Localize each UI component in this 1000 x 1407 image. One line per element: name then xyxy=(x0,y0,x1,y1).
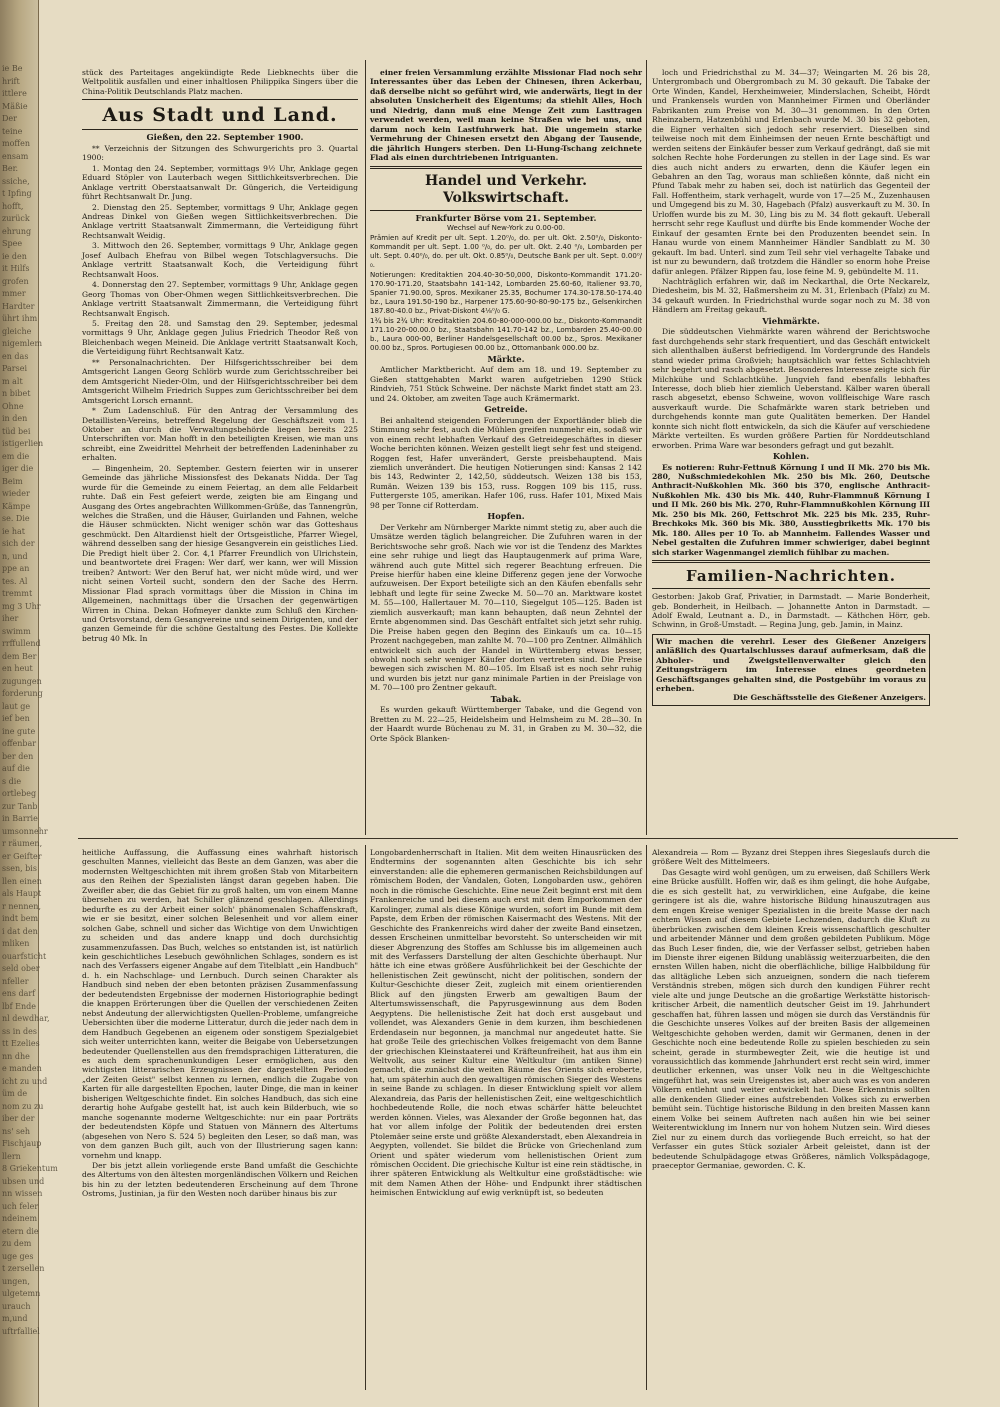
binding-fragment: n, und xyxy=(2,551,28,561)
binding-fragment: ens darf xyxy=(2,989,36,998)
subheading: Tabak. xyxy=(490,693,522,704)
column-rule xyxy=(646,845,647,1390)
binding-fragment: Ohne xyxy=(2,401,24,411)
feuilleton-left-column xyxy=(82,848,358,1393)
binding-fragment: Der xyxy=(2,114,17,123)
binding-fragment: etern die xyxy=(2,1226,39,1236)
binding-fragment: ensam xyxy=(2,151,29,161)
paragraph: ** Personalnachrichten. Der Hilfsgerichtsschreiber bei dem Amtsgericht Langen Georg Schlörb wurde zum Gerichtsschreiber bei dem Amtsgericht Nieder-Olm, und der Hilfsgerichtsschreiber bei dem Amtsgericht Wilhelm Friedrich Suppes zum Gerichtsschreiber bei dem Amtsgericht Lorsch ernannt. xyxy=(82,357,358,405)
binding-fragment: ss in des xyxy=(2,1026,37,1036)
binding-fragment: Beim xyxy=(2,476,23,486)
binding-fragment: Kämpe xyxy=(2,501,31,511)
binding-fragment: ppe an xyxy=(2,564,30,573)
binding-fragment: en das xyxy=(2,351,29,361)
binding-fragment: zur Tanb xyxy=(2,801,38,811)
binding-fragment: Ber. xyxy=(2,164,19,173)
left-column xyxy=(82,68,358,834)
family-news-heading: Familien-Nachrichten. xyxy=(686,567,896,586)
binding-fragment: tt Ezelies xyxy=(2,1039,40,1048)
binding-fragment: uch feler xyxy=(2,1201,39,1211)
binding-fragment: it Hilfs xyxy=(2,264,30,273)
binding-fragment: Mäßie xyxy=(2,101,28,111)
binding-fragment: teine xyxy=(2,126,23,136)
binding-fragment: tremmt xyxy=(2,589,33,598)
paragraph: 5. Freitag den 28. und Samstag den 29. September, jedesmal vormittags 9 Uhr, Anklage gegen Julius Friedrich Theodor Reß von Bleichenbach wegen Meineid. Die Anklage vertritt Staatsanwalt Koch, die Verteidigung führt Rechtsanwalt Katz. xyxy=(82,318,358,357)
binding-fragment: ouarfsticht xyxy=(2,951,47,961)
binding-fragment: llern xyxy=(2,1151,21,1161)
binding-fragment: tüd bei xyxy=(2,426,31,436)
binding-fragment: offenbar xyxy=(2,739,37,748)
right-column xyxy=(652,68,930,834)
feuilleton-right-column xyxy=(652,848,930,1393)
middle-column xyxy=(370,68,642,834)
paragraph: einer freien Versammlung erzählte Missionar Flad noch sehr Interessantes über das Leben der Chinesen, ihren Ackerbau, daß derselbe nicht so geführt wird, wie anderwärts, liegt in der absoluten Unsicherheit des Eigentums; da stiehlt Alles, Hoch und Niedrig, dann muß eine Menge Zeit zum Lasttragen verwendet werden, weil man keine Straßen wie bei uns, und darum noch kein Lastfuhrwerk hat. Die ungemein starke Vermehrung der Chinesen ersetzt den Abgang der Tausende, die jährlich Hungers sterben. Den Li-Hung-Tschang zeichnete Flad als einen durchtriebenen Intriguanten. xyxy=(370,68,642,163)
binding-fragment: nigemlem xyxy=(2,339,43,348)
binding-fragment: nfeller xyxy=(2,976,29,986)
paragraph: Es wurden gekauft Württemberger Tabake, und die Gegend von Bretten zu M. 22—25, Heidelsheim und Helmsheim zu M. 28—30. In der Haardt wurde Büchenau zu M. 31, in Graben zu M. 30—32, die Orte Spöck Blanken- xyxy=(370,705,642,743)
binding-fragment: ber den xyxy=(2,751,34,761)
binding-fragment: seld ober xyxy=(2,964,40,973)
binding-fragment: in den xyxy=(2,414,28,423)
paragraph: 2. Dienstag den 25. September, vormittags 9 Uhr, Anklage gegen Andreas Dinkel von Gießen wegen Sittlichkeitsverbrechen. Die Anklage vertritt Staatsanwalt Zimmermann, die Verteidigung führt Rechtsanwalt Weidig. xyxy=(82,202,358,240)
paragraph: Nachträglich erfahren wir, daß im Neckarthal, die Orte Neckarelz, Diedesheim, bis M. 32, Haßmersheim zu M. 31, Erlenbach (Pfalz) zu M. 34 gekauft wurden. In Friedrichsthal wurde sogar noch zu M. 38 von Händlern am Freitag gekauft. xyxy=(652,276,930,315)
paragraph: Alexandreia — Rom — Byzanz drei Steppen ihres Siegeslaufs durch die größere Welt des Mittelmeers. xyxy=(652,848,930,867)
binding-fragment: zurück xyxy=(2,214,30,223)
binding-fragment: se. Die xyxy=(2,514,30,523)
binding-fragment: ndeinem xyxy=(2,1214,38,1223)
divider xyxy=(370,210,642,211)
binding-fragment: icht zu und xyxy=(2,1076,48,1086)
binding-fragment: ns' seh xyxy=(2,1126,30,1136)
binding-fragment: e manden xyxy=(2,1064,42,1073)
section-heading-stadt-land: Aus Stadt und Land. xyxy=(102,104,338,127)
binding-fragment: umsonnehr xyxy=(2,826,48,836)
paragraph: 4. Donnerstag den 27. September, vormittags 9 Uhr, Anklage gegen Georg Thomas von Ober-Ohmen wegen Sittlichkeitsverbrechen. Die Anklage vertritt Staatsanwalt Zimmermann, die Verteidigung führt Rechtsanwalt Engisch. xyxy=(82,280,358,318)
paragraph: Das Gesagte wird wohl genügen, um zu erweisen, daß Schillers Werk eine Brücke ausfüllt. Hoffen wir, daß es ihm gelingt, die hohe Aufgabe, die es sich gestellt hat, zu verwirklichen, eine Aufgabe, die keine geringere ist als die, wahre historische Bildung hinauszutragen aus dem engen Kreise weniger Spezialisten in die breite Masse der nach echtem Wissen auf diesem Gebiete Lechzenden, dadurch die Kluft zu überbrücken zwischen dem kleinen Kreis wissenschaftlich geschulter und arbeitender Männer und dem großen gebildeten Publikum. Möge das Buch Leser finden, die, wie der Verfasser selbst, getrieben haben im Dienste ihrer eigenen Bildung unablässig weiterzuarbeiten, die den ernsten Willen haben, nicht die oberflächliche, billige Halbbildung für das alltägliche Leben sich anzueignen, sondern die nach tieferem Verständnis streben, mögen sich durch den kundigen Führer recht viele alte und junge Deutsche an die großartige Werkstätte historisch-kritischer Arbeit, die namentlich deutscher Geist im 19. Jahrhundert geschaffen hat, führen lassen und mögen sie durch das Verständnis für die Geschichte unseres Volkes auf der breiten Basis der allgemeinen Weltgeschichte gehoben werden, damit wir Germanen, denen in der Geschichte noch eine bedeutende Rolle zu spielen beschieden zu sein scheint, gerade in sturmbewegter Zeit, wie die heutige ist und voraussichtlich das kommende Jahrhundert erst recht sein wird, immer deutlicher erkennen, was unser Volk neu in die Weltgeschichte eingeführt hat, was sein Ureigenstes ist, aber auch was es von anderen Völkern entlehnt und weiter entwickelt hat. Diese Erkenntnis sollten alle denkenden Glieder eines aufstrebenden Volkes sich zu erwerben bemüht sein. Tüchtige historische Bildung in den breiten Massen kann einem Volke bei seinem Auftreten nach außen hin wie bei seiner Weiterentwicklung im Innern nur von hohem Nutzen sein. Wird dieses Ziel nur zu einem durch das vorliegende Buch erreicht, so hat der Verfasser ein gutes Stück sozialer Arbeit geleistet, dann ist der bedeutende Schulpädagoge etwas Größeres, nämlich Volkspädagoge, praeceptor Germaniae, geworden. C. K. xyxy=(652,867,930,1170)
binding-fragment: swimm xyxy=(2,626,31,636)
binding-fragment: zugungen xyxy=(2,676,42,686)
bourse-line: 1¾ bis 2¾ Uhr: Kreditaktien 204.60-80-000-000.00 bz., Diskonto-Kommandit 171.10-20-00.00.0 bz., Staatsbahn 141.70-142 bz., Lombarden 25.40-00.00 b., Laura 000-00, Berliner Handelsgesellschaft 00.00 bz., Spros. Mexikaner 00.00 bz., Spros. Portugiesen 00.00 bz., Ottomanbank 000.00 bz. xyxy=(370,316,642,352)
section-rule xyxy=(78,838,958,839)
binding-fragment: iber der xyxy=(2,1114,35,1123)
binding-fragment: Fischjaup xyxy=(2,1139,42,1148)
binding-fragment: en heut xyxy=(2,664,33,673)
binding-fragment: Parsei xyxy=(2,364,28,373)
subheading: Märkte. xyxy=(487,353,525,364)
binding-fragment: nn dhe xyxy=(2,1051,30,1061)
column-rule xyxy=(365,60,366,835)
binding-fragment: ubsen und xyxy=(2,1176,45,1186)
divider xyxy=(82,129,358,130)
binding-fragment: iger die xyxy=(2,464,34,473)
binding-fragment: mliken xyxy=(2,939,30,948)
binding-fragment: Hardter xyxy=(2,301,35,311)
divider xyxy=(82,99,358,100)
binding-fragment: ssen, bis xyxy=(2,864,37,873)
binding-fragment: ie hat xyxy=(2,526,25,536)
divider xyxy=(652,560,930,563)
binding-fragment: ührt ihm xyxy=(2,314,38,323)
paragraph: Der bis jetzt allein vorliegende erste Band umfaßt die Geschichte des Altertums von den ältesten morgenländischen Völkern und Reichen bis hin zu der letzten bedeutenderen Erscheinung auf dem Throne Ostroms, Justinian, ja für den Westen noch darüber hinaus bis zur xyxy=(82,1160,358,1199)
paragraph: Longobardenherrschaft in Italien. Mit dem weiten Hinausrücken des Endtermins der sogenannten alten Geschichte bis ich sehr einverstanden: alle die ephemeren germanischen Reichsbildungen auf römischem Boden, der Vandalen, Goten, Longobarden usw., gehören noch in die römische Geschichte. Eine neue Zeit beginnt erst mit dem Frankenreiche und bei diesem auch erst mit dem Emporkommen der Karolinger, zumal als diese Könige wurden, sofort im Bunde mit dem Papste, dem Erben der römischen Kaisermacht des Westens. Mit der Geschichte des Frankenreichs wird daher der zweite Band einsetzen, dessen Erscheinen unmittelbar bevorsteht. So unterscheiden wir mit dieser Abgrenzung des Stoffes am Schlusse bis im allgemeinen auch mit des Verfassers Darstellung der alten Geschichte überhaupt. Nur hätte ich eine etwas größere Ausführlichkeit bei der Geschichte der hellenistischen Zeit gewünscht, nicht der politischen, sondern der Kultur-Geschichte dieser Zeit, zugleich mit einem orientierenden Blick auf den jüngsten Erwerb am gewaltigen Baum der Altertumswissenschaft, die Papyrusgewinnung aus dem Boden Aegyptens. Die hellenistische Zeit hat doch erst ausgebaut und vollendet, was Alexanders Genie in dem kurzen, ihm beschiedenen Erdendasein nur begonnen, ja manchmal nur angedeutet hatte. Sie hat große Teile des griechischen Volkes freigemacht von dem Banne der griechischen Kleinstaaterei und Kräfteunfreiheit, hat aus ihm ein Weltvolk, aus seiner Kultur eine Weltkultur (im antiken Sinne) gemacht, die zunächst die weiten Räume des Orients sich eroberte, hat, um späterhin auch den gewaltigen römischen Sieger des Westens in seine Bande zu schlagen. In dieser Entwicklung spielt vor allem Alexandreia, das Paris der hellenistischen Zeit, eine weltgeschichtlich hochbedeutende Rolle, die noch etwas schärfer hätte beleuchtet werden können. Vieles, was Alexander der Große begonnen hat, das hat vor allem infolge der Politik der bedeutenden drei ersten Ptolemäer seine erste und größte Alexanderstadt, eben Alexandreia in Aegypten, vollendet. Sie bildet die Brücke von Griechenland zum Orient und später wiederum vom hellenistischen Orient zum römischen Occident. Die griechische Kultur ist eine rein städtische, in ihrer späteren Entwicklung als Weltkultur eine großstädtische: wie mit dem Namen Athen der Höhe- und Endpunkt ihrer städtischen heimischen Entwicklung auf ewig verknüpft ist, so bedeuten xyxy=(370,848,642,1198)
binding-fragment: moffen xyxy=(2,139,30,148)
binding-fragment: hrift xyxy=(2,76,20,86)
paragraph: 1. Montag den 24. September, vormittags 9½ Uhr, Anklage gegen Eduard Stöpler von Lauterbach wegen Sittlichkeitsverbrechen. Die Anklage vertritt Oberstaatsanwalt Dr. Güngerich, die Verteidigung führt Rechtsanwalt Dr. Jung. xyxy=(82,163,358,202)
binding-fragment: m,und xyxy=(2,1314,28,1323)
binding-fragment: als Haupt xyxy=(2,889,42,898)
paragraph: Der Verkehr am Nürnberger Markte nimmt stetig zu, aber auch die Umsätze werden täglich belangreicher. Die Zufuhren waren in der Berichtswoche sehr groß. Nach wie vor ist die Tendenz des Marktes eine sehr ruhige und liegt das Hauptaugenmerk auf prima Ware, während auch gute Mittel sich regerer Beachtung erfreuen. Die Preise hierfür haben eine kleine Differenz gegen jene der Vorwoche aufzuweisen. Der Export beteiligte sich an den Käufen ebenfalls sehr lebhaft und legte für seine Zwecke M. 50—70 an. Marktware kostet M. 55—100, Hallertauer M. 70—110, Siegelgut 105—125. Baden ist ziemlich ausverkauft; man kann behaupten, daß neun Zehntel der Ernte abgenommen sind. Das Geschäft entfaltet sich jetzt sehr ruhig. Die Preise haben gegen den Beginn des Einkaufs um ca. 10—15 Prozent nachgegeben, man zahlte M. 70—100 pro Zentner. Allmählich entwickelt sich auch der Handel in Württemberg etwas besser, obwohl noch sehr weniger Käufer dorten vertreten sind. Die Preise bewegen sich zwischen M. 80—105. Im Elsaß ist es noch sehr ruhig und wurden bis jetzt nur ganz minimale Partien in der Preislage von M. 70—100 pro Zentner gekauft. xyxy=(370,522,642,693)
binding-fragment: Spee xyxy=(2,239,23,248)
binding-fragment: llen einen xyxy=(2,876,42,886)
binding-fragment: er Geifter xyxy=(2,851,42,861)
binding-fragment: auf die xyxy=(2,764,30,773)
divider xyxy=(370,166,642,169)
binding-fragment: r räumen, xyxy=(2,839,43,848)
paragraph: Bei anhaltend steigenden Forderungen der Exportländer blieb die Stimmung sehr fest, auch die Mühlen greifen nunmehr ein, sodaß wir von einem recht lebhaften Verkauf des Getreidegeschäftes in dieser Woche berichten können. Weizen gestellt liegt sehr fest und steigend. Roggen fest, Hafer unverändert, Gerste preisbehauptend. Mais ziemlich unverändert. Die heutigen Notierungen sind: Kansas 2 142 bis 143, Redwinter 2, 142,50, süddeutsch. Weizen 138 bis 153, Rumän. Weizen 139 bis 153, russ. Roggen 109 bis 115, russ. Futtergerste 105, amerikan. Hafer 106, russ. Hafer 101, Mixed Mais 98 per Tonne cif Rotterdam. xyxy=(370,415,642,510)
binding-fragment: dem Ber xyxy=(2,651,37,661)
bourse-title: Frankfurter Börse vom 21. September. xyxy=(415,212,597,223)
subscriber-notice xyxy=(652,634,930,706)
subheading: Viehmärkte. xyxy=(762,315,820,326)
binding-fragment: ehrung xyxy=(2,226,32,236)
binding-fragment: zu dem xyxy=(2,1239,32,1248)
paragraph: Es notieren: Ruhr-Fettnuß Körnung I und II Mk. 270 bis Mk. 280, Nußschmiedekohlen Mk. 250 bis Mk. 260, Deutsche Anthracit-Nußkohlen Mk. 360 bis 370, englische Anthracit-Nußkohlen Mk. 430 bis Mk. 440, Ruhr-Flammnuß Körnung I und II Mk. 260 bis Mk. 270, Ruhr-Flammnußkohlen Körnung III Mk. 250 bis Mk. 260, Fettschrot Mk. 225 bis Mk. 235, Ruhr-Brechkoks Mk. 360 bis Mk. 380, Ausstiegbriketts Mk. 170 bis Mk. 180. Alles per 10 To. ab Mannheim. Fallendes Wasser und Nebel gestalten die Zufuhren immer schwieriger, dabei beginnt sich starker Wagenmangel ziemlich fühlbar zu machen. xyxy=(652,462,930,557)
binding-fragment: üm de xyxy=(2,1089,28,1098)
binding-fragment: mmer xyxy=(2,289,26,298)
binding-fragment: uftrfalliel xyxy=(2,1326,40,1336)
notice-text: Wir machen die verehrl. Leser des Gießener Anzeigers anläßlich des Quartalschlusses darauf aufmerksam, daß die Abholer- und Zweigstellenverwalter gleich den Zeitungsträgern im Interesse eines geordneten Geschäftsganges gehalten sind, die Postgebühr im voraus zu erheben. xyxy=(656,636,926,693)
binding-fragment: ief ben xyxy=(2,714,30,723)
binding-fragment: i dat den xyxy=(2,926,38,936)
binding-fragment: urauch xyxy=(2,1301,31,1311)
binding-fragment: sich der xyxy=(2,539,35,548)
binding-fragment: lbf Ende xyxy=(2,1001,37,1011)
paragraph: stück des Parteitages angekündigte Rede Liebknechts über die Weltpolitik ausfallen und einer inhaltlosen Philippika Singers über die China-Politik Deutschlands Platz machen. xyxy=(82,68,358,96)
paragraph: * Zum Ladenschluß. Für den Antrag der Versammlung des Detaillisten-Vereins, betreffend Regelung der Geschäftszeit vom 1. Oktober an durch die Verwaltungsbehörde liegen bereits 225 Unterschriften vor. Man hofft in den beteiligten Kreisen, wie man uns schreibt, eine Zweidrittel Mehrheit der betreffenden Ladeninhaber zu erhalten. xyxy=(82,406,358,463)
notice-signature: Die Geschäftsstelle des Gießener Anzeigers. xyxy=(733,693,926,703)
binding-fragment: ittlere xyxy=(2,89,27,98)
binding-fragment: istigerlien xyxy=(2,439,44,448)
binding-fragment: hofft, xyxy=(2,201,24,211)
family-news-body: Gestorben: Jakob Graf, Privatier, in Darmstadt. — Marie Bonderheit, geb. Bonderheit, in Heilbach. — Johannette Anton in Darmstadt. — Adolf Ewald, Leutnant a. D., in Darmstadt. — Käthchen Hörr, geb. Schwinn, in Groß-Umstadt. — Regina Jung, geb. Jamin, in Mainz. xyxy=(652,592,930,630)
binding-fragment: wieder xyxy=(2,489,30,498)
binding-fragment: in Barrie xyxy=(2,814,38,823)
binding-fragment: nom zu zu xyxy=(2,1101,44,1111)
binding-fragment: t zersellen xyxy=(2,1264,45,1273)
paragraph: heitliche Auffassung, die Auffassung eines wahrhaft historisch geschulten Mannes, vielleicht das Beste an dem Ganzen, was aber die modernsten Weltgeschichten mit ihrem großen Stab von Mitarbeitern aus den Reihen der Spezialisten längst daran gegeben haben. Die Zweifler aber, die das Gebiet für zu groß halten, um von einem Manne übersehen zu werden, hat Schiller glänzend geschlagen. Allerdings bedurfte es zu der Arbeit einer solch' phänomenalen Schaffenskraft, wie er sie besitzt, einer solchen Belesenheit und vor allem einer solchen Gabe, schnell und sicher das Wichtige von dem Unwichtigen zu scheiden und das andere knapp und doch durchsichtig zusammenzufassen. Das Buch, welches so entstanden ist, ist natürlich kein geschichtliches Lesebuch gewöhnlichen Schlages, sondern es ist nach des Verfassers eigener Angabe auf dem Titelblatt „ein Handbuch" d. h. ein Nachschlage- und Lernbuch. Durch seinen Charakter als Handbuch sind neben der eben betonten präzisen Zusammenfassung der bedeutendsten Ergebnisse der modernen Historiographie bedingt die knappen Erörterungen über die Quellen der verschiedenen Zeiten nebst Andeutung der allerwichtigsten Quellen-Probleme, umfangreiche Uebersichten über die moderne Litteratur, durch die jeder nach dem in dem Handbuch Gegebenen an eigenem oder sonstigem Spezialgebiet sich weiter unterrichten kann, weiter die Beigabe von Uebersetzungen bedeutender Quellenstellen aus den fremdsprachigen Litteraturen, die es auch dem sprachenunkundigen Leser ermöglichen, aus den wichtigsten litterarischen Erzeugnissen der dargestellten Perioden „der Zeiten Geist" selbst kennen zu lernen, endlich die Zugabe von Karten für alle dargestellten Epochen, lauter Dinge, die man in keiner bisherigen Weltgeschichte findet. Ein solches Handbuch, das sich eine derartig hohe Aufgabe gestellt hat, ist auch kein Bilderbuch, wie so manche sogenannte moderne Weltgeschichte: nur ein paar Porträts der bedeutendsten Köpfe und Statuen von Männern des Altertums (abgesehen von Nero S. 524 5) begleiten den Leser, so daß man, was von dem ganzen Buch gilt, auch von der Illustrierung sagen kann: vornehm und knapp. xyxy=(82,848,358,1160)
binding-fragment: iher xyxy=(2,614,19,623)
binding-fragment: nn wissen xyxy=(2,1189,43,1198)
subheading: Getreide. xyxy=(484,404,528,415)
subheading: Hopfen. xyxy=(487,511,525,522)
binding-fragment: uge ges xyxy=(2,1251,34,1261)
bourse-line: Wechsel auf New-York zu 0.00-00. xyxy=(447,223,565,232)
binding-fragment: grofen xyxy=(2,276,29,286)
binding-fragment: nl dewdhar, xyxy=(2,1014,50,1023)
binding-fragment: t Ipfing xyxy=(2,189,32,198)
binding-fragment: ortlebeg xyxy=(2,789,37,798)
binding-fragment: n bibet xyxy=(2,389,31,398)
binding-fragment: ine gute xyxy=(2,726,36,736)
binding-fragment: s die xyxy=(2,776,22,786)
bourse-line: Notierungen: Kreditaktien 204.40-30-50,000, Diskonto-Kommandit 171.20-170.90-171.20, Staatsbahn 141-142, Lombarden 25.60-60, Italiener 93.70, Spanier 71.90.00, Spros. Mexikaner 25.35, Bochumer 174.30-178.50-174.40 bz., Laura 191.50-190 bz., Harpener 175.60-90-80-90-175 bz., Gelsenkirchen 187.80-40.0 bz., Privat-Diskont 4⅛⁰/₀ G. xyxy=(370,270,642,315)
binding-fragment: rrffullend xyxy=(2,639,41,648)
binding-fragment: gleiche xyxy=(2,326,32,336)
binding-fragment: ulgetemn xyxy=(2,1289,41,1298)
feuilleton-middle-column xyxy=(370,848,642,1393)
binding-fragment: r nennen, xyxy=(2,901,41,911)
section-heading-handel: Handel und Verkehr. Volkswirtschaft. xyxy=(425,172,587,206)
binding-strip xyxy=(0,0,58,1407)
binding-fragment: forderung xyxy=(2,689,43,698)
paragraph: Die süddeutschen Viehmärkte waren während der Berichtswoche fast durchgehends sehr stark frequentiert, und das Geschäft entwickelt sich allenthalben äußerst befriedigend. Im Vordergrunde des Handels stand wieder prima Großvieh; hauptsächlich war fettes Schlachtvieh sehr begehrt und rasch abgesetzt. Besonderes Interesse zeigte sich für Milchkühe und Schlachtkühe. Jungvieh fand ebenfalls lebhaftes Interesse, doch blieb hier ziemlich Ueberstand. Kälber waren überall rasch abgesetzt, ebenso Schweine, wovon vollfleischige Ware rasch ausverkauft wurde. Die Schafmärkte waren stark betrieben und durchgehends konnte man gute Qualitäten bemerken. Der Handel konnte sich nicht flott entwickeln, da sich die Käufer auf verschiedene Märkte verteilten. Es wurden größere Partien für Norddeutschland erworben. Prima Ware war besonders gefragt und gut bezahlt. xyxy=(652,327,930,450)
binding-fragment: 8 Griekentum xyxy=(2,1164,58,1173)
binding-fragment: em die xyxy=(2,451,30,461)
binding-fragment: ie den xyxy=(2,251,27,261)
binding-fragment: indt bem xyxy=(2,914,39,923)
bourse-line: Prämien auf Kredit per ult. Sept. 1.20⁰/₀, do. per ult. Okt. 2.50⁰/₀, Diskonto-Kommandit per ult. Sept. 1.00 ⁰/₀, do. per ult. Okt. 2.40 ⁰/₀, Lombarden per ult. Sept. 0.40⁰/₀, do. per ult. Okt. 0.85⁰/₀, Deutsche Bank per ult. Sept. 0.00⁰/₀. xyxy=(370,233,642,269)
binding-fragment: mg 3 Uhr xyxy=(2,601,41,611)
column-rule xyxy=(646,60,647,835)
dateline: Gießen, den 22. September 1900. xyxy=(146,132,304,143)
paragraph: Amtlicher Marktbericht. Auf dem am 18. und 19. September zu Gießen stattgehabten Markt waren aufgetrieben 1290 Stück Rindvieh, 751 Stück Schweine. Der nächste Markt findet statt am 23. und 24. Oktober, am zweiten Tage auch Krämermarkt. xyxy=(370,365,642,403)
binding-fragment: ungen, xyxy=(2,1276,30,1286)
divider xyxy=(652,588,930,589)
paragraph: ** Verzeichnis der Sitzungen des Schwurgerichts pro 3. Quartal 1900: xyxy=(82,143,358,163)
subheading: Kohlen. xyxy=(772,451,810,462)
binding-fragment: ssiche, xyxy=(2,176,30,186)
paragraph: 3. Mittwoch den 26. September, vormittags 9 Uhr, Anklage gegen Josef Aulbach Ehefrau von Bilbel wegen Totschlagversuchs. Die Anklage vertritt Staatsanwalt Koch, die Verteidigung führt Rechtsanwalt Hoos. xyxy=(82,241,358,279)
binding-fragment: ie Be xyxy=(2,64,23,73)
binding-fragment: laut ge xyxy=(2,701,31,711)
paragraph: loch und Friedrichsthal zu M. 34—37; Weingarten M. 26 bis 28, Untergrombach und Obergrombach zu M. 30 gekauft. Die Tabake der Orte Winden, Kandel, Herxheimweier, Minderslachen, Scheibt, Hördt und Frankensels wurden von Mannheimer Firmen und Oberländer Fabrikanten zum Preise von M. 30—31 genommen. In den Orten Rheinzabern, Hatzenbühl und Erlenbach wurde M. 30 bis 32 geboten, die Eigner verhalten sich jedoch sehr reserviert. Dieselben sind teilweise noch mit dem Einheimsen der neuen Ernte beschäftigt und werden seitens der Einkäufer besser zum Verkauf gedrängt, daß sie mit solchen Rechte hohe Forderungen zu stellen in der Lage sind. Es war dies auch nicht anders zu erwarten, denn die Käufer legen ein Gebahren an den Tag, woraus man schließen könnte, daß nicht ein Pfund Tabak mehr zu haben sei, doch ist natürlich das Gegenteil der Fall. Hoffentheim, stark verhagelt, wurde von 17—25 M., Zuzenhausen und Umgegend bis zu M. 30, Hagebach (Pfalz) ausverkauft zu M. 30. In Urloffen wurde bis zu M. 30, Ling bis zu M. 34 flott gekauft. Ueberall herrscht sehr rege Kauflust und dürfte bis Ende kommender Woche der Einkauf der gesamten Ernte bei den Produzenten beendet sein. In Hanau wurde von einem Mannheimer Händler Sandblatt zu M. 30 gekauft. Im bad. Unterl. sind zum Teil sehr viel verhagelte Tabake und ist nur zu bewundern, daß trotzdem die Händler so enorm hohe Preise dafür anlegen. Pfälzer Rippen fau, lose feine M. 9, gebündelte M. 11. xyxy=(652,68,930,276)
paragraph: — Bingenheim, 20. September. Gestern feierten wir in unserer Gemeinde das jährliche Missionsfest des Dekanats Nidda. Der Tag wurde für die Gemeinde zu einem Feiertag, an dem alle Feldarbeit ruhte. Daß ein Fest gefeiert werde, zeigten bie am Eingang und Ausgang des Ortes angebrachten Willkommen-Grüße, das Tannengrün, welches die Straßen, und die Häuser, Guirlanden und Fahnen, welche die Häuser schmückten. Nicht weniger schön war das Gotteshaus geschmückt. Den Altardienst hielt der Ortsgeistliche, Pfarrer Wiegel, während desselben sang der hiesige Gesangverein ein geistliches Lied. Die Predigt hielt über 2. Cor. 4,1 Pfarrer Freundlich von Ulrichstein, und beantwortete drei Fragen: Wer darf, wer kann, wer will Mission treiben? Antwort: Wer den Beruf hat, wer nicht müde wird, und wer nicht seinen Vorteil sucht, sondern den der Sache des Herrn. Missionar Flad sprach vormittags über die Mission in China im Allgemeinen, nachmittags über die Ursachen der gegenwärtigen Wirren in China. Dekan Hofmeyer dankte zum Schluß den Kirchen- und Ortsvorstand, dem Gesangvereine und seinem Dirigenten, und der ganzen Gemeinde für die schöne Gestaltung des Festes. Die Kollekte betrug 40 Mk. In xyxy=(82,463,358,643)
binding-fragment: tes. Al xyxy=(2,576,28,586)
binding-fragment: m alt xyxy=(2,376,23,386)
column-rule xyxy=(365,845,366,1390)
